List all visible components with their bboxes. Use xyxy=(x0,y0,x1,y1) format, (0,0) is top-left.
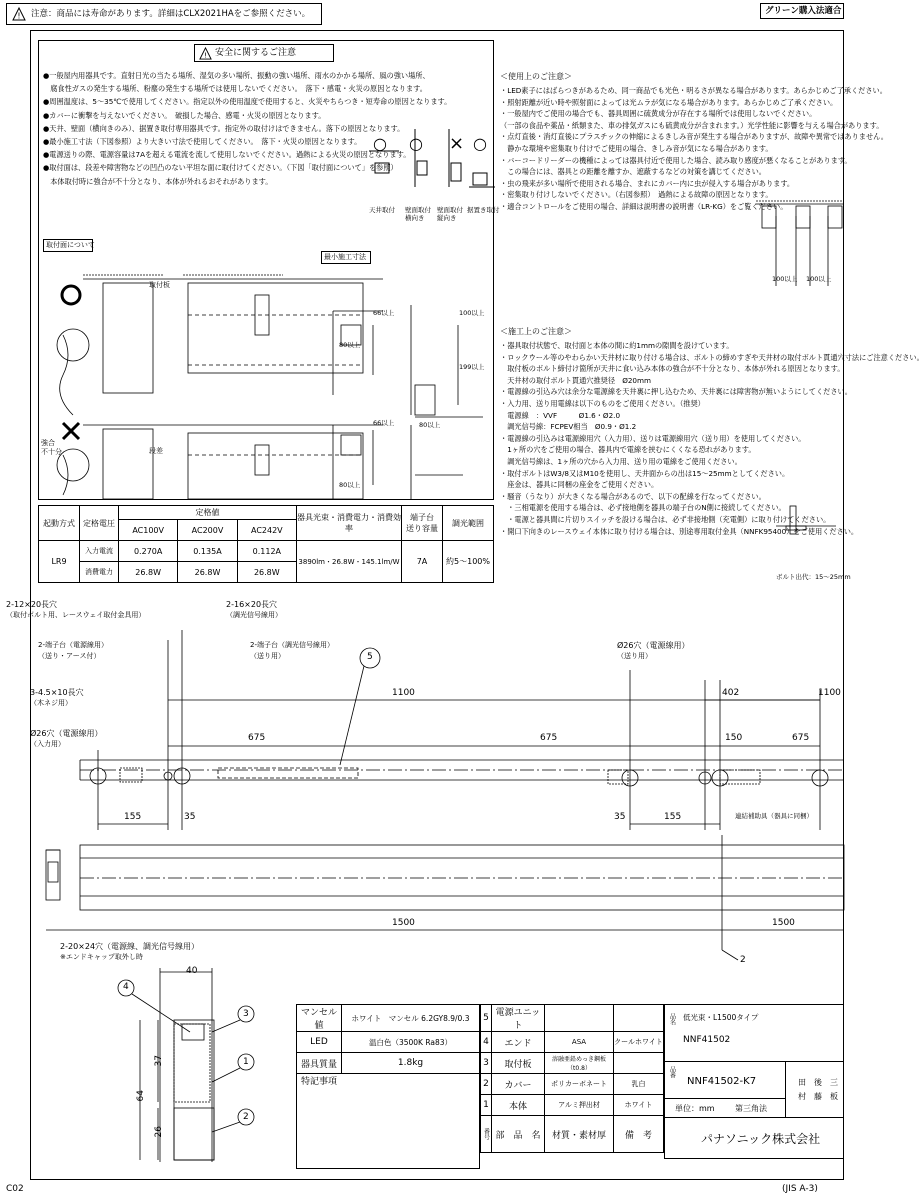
part-no: 5 xyxy=(481,1005,492,1032)
company-cell xyxy=(664,1117,844,1159)
callout-5: 5 xyxy=(367,652,373,662)
callout-2: 2 xyxy=(740,955,746,965)
hole-45-sub: （木ネジ用） xyxy=(30,699,72,707)
power-cell: 26.8W xyxy=(237,562,296,583)
th-terminal: 端子台 送り容量 xyxy=(402,506,443,541)
fujuubun-label: 強合 不十分 xyxy=(41,439,62,456)
dim-402: 402 xyxy=(722,688,740,698)
slot-12x20-sub: （取付ボルト用、レースウェイ取付金具用） xyxy=(6,611,146,619)
safety-item: ●取付面は、段差や障害物などの凹凸のない平坦な面に取付けてください。（下図「取付面について」を参照） xyxy=(43,163,398,173)
usage-item: ・LED素子にはばらつきがあるため、同一商品でも光色・明るさが異なる場合があります。あらかじめご了承ください。 xyxy=(500,86,887,95)
dim-37: 37 xyxy=(154,1055,164,1067)
dim-155a: 155 xyxy=(124,812,142,822)
row-label: 消費電力 xyxy=(80,562,119,583)
row-label: 入力電流 xyxy=(80,541,119,562)
header-no: 番号 xyxy=(481,1116,492,1153)
install-title: ＜施工上のご注意＞ xyxy=(500,327,572,336)
mount-surface-label: 取付面について xyxy=(43,239,93,252)
safety-title: 安全に関するご注意 xyxy=(215,48,297,58)
install-item: 取付板のボルト締付け箇所が天井に食い込み本体の強合が不十分となり、本体が外れる原因となります。 xyxy=(500,364,845,374)
weight-value: 1.8kg xyxy=(342,1053,480,1074)
install-item: ・取付ボルトはW3/8又はM10を使用し、天井面からの出は15〜25mmとしてください。 xyxy=(500,468,790,478)
mount-mark: ○ xyxy=(373,134,387,153)
title-block xyxy=(296,1004,844,1180)
mount-mark: × xyxy=(449,133,465,154)
current-cell: 0.112A xyxy=(237,541,296,562)
method-cell: LR9 xyxy=(39,541,80,583)
usage-item: ・密集取り付けしないでください。（右図参照） 過熱による故障の原因となります。 xyxy=(500,190,773,200)
title-left-table xyxy=(296,1004,480,1169)
mount-surface-diagram xyxy=(43,255,491,499)
term-b-sub: （送り用） xyxy=(250,652,285,660)
header-name: 部 品 名 xyxy=(492,1116,545,1153)
part-material xyxy=(545,1005,614,1032)
install-item: ・器具取付状態で、取付面と本体の間に約1mmの隙間を設けています。 xyxy=(500,341,734,350)
install-item: ・電源線の引込み穴は余分な電源線を天井裏に押し込むため、天井裏には障害物が無いようにしてください。 xyxy=(500,387,852,397)
install-item: 天井材の取付ボルト貫通穴推奨径 Ø20mm xyxy=(500,375,651,385)
fixture-drawing xyxy=(30,600,844,970)
notes-label: 特記事項 xyxy=(301,1077,338,1087)
part-name: 本体 xyxy=(492,1095,545,1116)
torituke-label: 取付板 xyxy=(149,281,170,289)
led-value: 温白色（3500K Ra83） xyxy=(342,1032,480,1053)
signers-cell xyxy=(785,1061,844,1118)
usage-item: ・適合コントロールをご使用の場合、詳細は説明書の説明書（LR-KG）をご覧ください。 xyxy=(500,201,788,211)
th-ac242: AC242V xyxy=(237,520,296,541)
hole-20x24-sub: ※エンドキャップ取外し時 xyxy=(60,953,143,961)
part-note xyxy=(614,1053,664,1074)
projection-label: 第三角法 xyxy=(735,1104,767,1113)
hole-26-out-sub: （送り用） xyxy=(617,652,652,660)
dim-35b: 35 xyxy=(614,812,626,822)
bolt-label: ボルト出代：15〜25mm xyxy=(776,573,851,581)
terminal-cell: 7A xyxy=(402,541,443,583)
usage-item: ・照射距離が近い時や照射面によっては光ムラが気になる場合があります。あらかじめご了承ください。 xyxy=(500,97,838,107)
unit-label: 単位：mm xyxy=(675,1104,715,1113)
part-no: 1 xyxy=(481,1095,492,1116)
dansa-label: 段差 xyxy=(149,447,163,455)
svg-text:!: ! xyxy=(204,50,207,60)
term-a-label: 2-端子台（電源線用） xyxy=(38,641,108,649)
install-item: ・入力用、送り用電線は以下のものをご使用ください。（推奨） xyxy=(500,398,705,408)
usage-item: ・点灯直後・消灯直後にプラスチックの伸縮によるきしみ音が発生する場合がありますが、故障や異常ではありません。 xyxy=(500,132,888,142)
hole-45-label: 3-4.5×10長穴 xyxy=(30,688,84,697)
part-no: 4 xyxy=(481,1032,492,1053)
part-material: アルミ押出材 xyxy=(545,1095,614,1116)
product-cell xyxy=(664,1004,844,1062)
weight-label: 器具質量 xyxy=(297,1053,342,1074)
usage-item: ・バーコードリーダーの機種によっては器具付近で使用した場合、読み取り感度が悪くなることがあります。 xyxy=(500,155,852,165)
hole-26-in-label: Ø26穴（電源線用） xyxy=(30,729,103,738)
dim-675b: 675 xyxy=(540,733,558,743)
install-item: ・電源線の引込みは電源線用穴（入力用）、送りは電源線用穴（送り用）を使用してください。 xyxy=(500,433,806,443)
dimming-cell: 約5〜100% xyxy=(443,541,494,583)
safety-item: 腐食性ガスの発生する場所、粉塵の発生する場所では使用しないでください。 落下・感電・火災の原因となります。 xyxy=(43,84,427,94)
safety-item: ●周囲温度は、5〜35℃で使用してください。指定以外の使用温度で使用すると、火災やちらつき・短寿命の原因となります。 xyxy=(43,97,452,107)
current-cell: 0.270A xyxy=(119,541,178,562)
safety-item: 本体取付時に強合が不十分となり、本体が外れるおそれがあります。 xyxy=(43,176,273,186)
unit-cell xyxy=(664,1098,786,1118)
product-desc: 低光束・L1500タイプ xyxy=(683,1013,759,1022)
dim-1100a: 1100 xyxy=(392,688,415,698)
company-name: パナソニック株式会社 xyxy=(701,1132,821,1146)
part-material: 溶融亜鉛めっき鋼板（t0.8） xyxy=(545,1053,614,1074)
signers: 田 後 三 村 藤 板 xyxy=(798,1078,838,1101)
slot-16x20-label: 2-16×20長穴 xyxy=(226,600,278,609)
dim-150: 150 xyxy=(725,733,743,743)
install-item: 調光信号線：FCPEV相当 Ø0.9・Ø1.2 xyxy=(500,422,637,432)
dim-1500b: 1500 xyxy=(772,918,795,928)
part-no: 3 xyxy=(481,1053,492,1074)
safety-item: ●カバーに衝撃を与えないでください。 破損した場合、感電・火災の原因となります。 xyxy=(43,110,326,120)
dim-1500a: 1500 xyxy=(392,918,415,928)
dim-label: 80以上 xyxy=(339,481,361,489)
product-code: NNF41502 xyxy=(683,1035,731,1045)
callout-3: 3 xyxy=(243,1009,249,1019)
led-label: LED xyxy=(297,1032,342,1053)
munsell-value: ホワイト マンセル 6.2GY8.9/0.3 xyxy=(342,1005,480,1032)
part-material: ASA xyxy=(545,1032,614,1053)
dim-label: 100以上 xyxy=(459,309,485,317)
usage-item: 静かな環境や密集取り付けでご使用の場合、きしみ音が気になる場合があります。 xyxy=(500,143,773,153)
munsell-label: マンセル値 xyxy=(297,1005,342,1032)
footer-right: (JIS A-3) xyxy=(782,1184,818,1194)
parts-table xyxy=(480,1004,664,1153)
term-a-sub: （送り・アース付） xyxy=(38,652,101,660)
part-note: ホワイト xyxy=(614,1095,664,1116)
th-ac200: AC200V xyxy=(178,520,237,541)
hole-26-out-label: Ø26穴（電源線用） xyxy=(617,641,690,650)
th-dimming: 調光範囲 xyxy=(443,506,494,541)
spec-table xyxy=(38,505,494,583)
th-voltage: 定格電圧 xyxy=(80,506,119,541)
usage-item: ・虫の飛来が多い場所で使用される場合、まれにカバー内に虫が侵入する場合があります。 xyxy=(500,178,795,188)
part-note: クールホワイト xyxy=(614,1032,664,1053)
mount-label: 天井取付 xyxy=(369,206,395,214)
dim-675a: 675 xyxy=(248,733,266,743)
th-rating: 定格値 xyxy=(119,506,297,520)
th-flux: 器具光束・消費電力・消費効率 xyxy=(297,506,402,541)
drawing-no-cell xyxy=(664,1061,786,1099)
caution-text: 注意：商品には寿命があります。詳細はCLX2021HAをご参照ください。 xyxy=(31,9,311,19)
mount-label: 壁面取付 横向き xyxy=(405,206,431,223)
callout-1: 1 xyxy=(243,1057,249,1067)
pair-note-label: 連結補助具（器具に同梱） xyxy=(735,812,813,820)
install-item: 座金は、器具に同梱の座金をご使用ください。 xyxy=(500,480,659,490)
safety-item: ●天井、壁面（横向きのみ）、据置き取付専用器具です。指定外の取付けはできません。落下の原因となります。 xyxy=(43,123,405,133)
code-col-label: 品番 xyxy=(668,1066,676,1078)
dim-1100b: 1100 xyxy=(818,688,841,698)
dim-675c: 675 xyxy=(792,733,810,743)
power-cell: 26.8W xyxy=(119,562,178,583)
footer-left: C02 xyxy=(6,1184,24,1194)
install-item: ・電源と器具間に片切りスイッチを設ける場合は、必ず非接地側（充電側）に取り付けてください。 xyxy=(500,514,831,524)
usage-item: この場合には、器具との距離を離すか、遮蔽するなどの対策を講じてください。 xyxy=(500,167,766,177)
dim-40: 40 xyxy=(186,966,198,976)
svg-text:!: ! xyxy=(17,11,21,21)
green-purchase-label: グリーン購入法適合 xyxy=(760,3,844,19)
install-item: 調光信号線は、1ヶ所の穴から入力用、送り用の電線をご使用ください。 xyxy=(500,456,742,466)
notes-cell xyxy=(297,1074,480,1169)
dim-64: 64 xyxy=(136,1090,146,1102)
part-name: カバー xyxy=(492,1074,545,1095)
header-material: 材質・素材厚 xyxy=(545,1116,614,1153)
usage-list xyxy=(500,85,888,213)
install-item: ・騒音（うなり）が大きくなる場合があるので、以下の配線を行なってください。 xyxy=(500,491,766,501)
spacing-dim: 100以上 xyxy=(806,275,832,283)
power-cell: 26.8W xyxy=(178,562,237,583)
part-name: エンド xyxy=(492,1032,545,1053)
dim-155b: 155 xyxy=(664,812,682,822)
part-note xyxy=(614,1005,664,1032)
part-note: 乳白 xyxy=(614,1074,664,1095)
dim-label: 80以上 xyxy=(419,421,441,429)
min-dim-label: 最小施工寸法 xyxy=(321,251,371,264)
usage-item: （一部の食品や薬品・紙類また、車の排気ガスにも硫黄成分が含まれます。）光学性能に影響を与える場合があります。 xyxy=(500,120,884,130)
part-no: 2 xyxy=(481,1074,492,1095)
install-item: 電源線 ：VVF Ø1.6・Ø2.0 xyxy=(500,410,621,420)
hole-26-in-sub: （入力用） xyxy=(30,740,65,748)
part-name: 取付板 xyxy=(492,1053,545,1074)
install-item: ・三相電源を使用する場合は、必ず接地側を器具の端子台のN側に接続してください。 xyxy=(500,503,786,513)
callout-4: 4 xyxy=(123,982,129,992)
mount-mark: ○ xyxy=(473,134,487,153)
dim-label: 66以上 xyxy=(373,419,395,427)
install-item: 1ヶ所の穴をご使用の場合、器具内で電線を挟むにくくなる恐れがあります。 xyxy=(500,445,756,455)
dim-label: 199以上 xyxy=(459,363,485,371)
safety-title-box xyxy=(194,44,334,62)
th-method: 起動方式 xyxy=(39,506,80,541)
part-material: ポリカーボネート xyxy=(545,1074,614,1095)
th-ac100: AC100V xyxy=(119,520,178,541)
safety-item: ●一般屋内用器具です。直射日光の当たる場所、湿気の多い場所、振動の強い場所、雨水のかかる場所、風の強い場所、 xyxy=(43,71,430,80)
mount-label: 据置き取付 xyxy=(467,206,500,214)
safety-item: ●最小施工寸法（下図参照）より大きい寸法で使用してください。 落下・火災の原因となります。 xyxy=(43,137,362,147)
install-item: ・開口下向きのレースウェイ本体に取り付ける場合は、別途専用取付金具（NNFK95400）をご使用ください。 xyxy=(500,526,859,536)
drawing-no: NNF41502-K7 xyxy=(687,1076,757,1087)
usage-title: ＜使用上のご注意＞ xyxy=(500,72,572,81)
dim-35a: 35 xyxy=(184,812,196,822)
name-col-label: 品名 xyxy=(668,1013,676,1025)
callout-2b: 2 xyxy=(243,1112,249,1122)
hole-20x24-label: 2-20×24穴（電源線、調光信号線用） xyxy=(60,942,200,951)
install-item: ・ロックウール等のやわらかい天井材に取り付ける場合は、ボルトの締めすぎや天井材の取付ボルト貫通穴寸法にご注意ください。 xyxy=(500,352,924,362)
term-b-label: 2-端子台（調光信号線用） xyxy=(250,641,334,649)
part-name: 電源ユニット xyxy=(492,1005,545,1032)
bolt-diagram xyxy=(776,496,836,576)
flux-cell: 3890lm・26.8W・145.1lm/W xyxy=(297,541,402,583)
mount-mark: ○ xyxy=(409,134,423,153)
slot-12x20-label: 2-12×20長穴 xyxy=(6,600,58,609)
warning-icon xyxy=(12,7,26,21)
safety-section xyxy=(38,40,500,500)
header-note: 備 考 xyxy=(614,1116,664,1153)
slot-16x20-sub: （調光信号線用） xyxy=(226,611,282,619)
spacing-dim: 100以上 xyxy=(772,275,798,283)
dim-label: 66以上 xyxy=(373,309,395,317)
dim-label: 80以上 xyxy=(339,341,361,349)
current-cell: 0.135A xyxy=(178,541,237,562)
usage-item: ・一般屋内でご使用の場合でも、器具周囲に硫黄成分が存在する場所では使用しないでください。 xyxy=(500,109,817,119)
warning-icon xyxy=(199,47,212,60)
safety-item: ●電源送りの際、電源容量は7Aを超える電流を流して使用しないでください。過熱による火災の原因となります。 xyxy=(43,150,411,160)
dim-26: 26 xyxy=(154,1126,164,1138)
caution-banner xyxy=(6,3,322,25)
mount-label: 壁面取付 縦向き xyxy=(437,206,463,223)
